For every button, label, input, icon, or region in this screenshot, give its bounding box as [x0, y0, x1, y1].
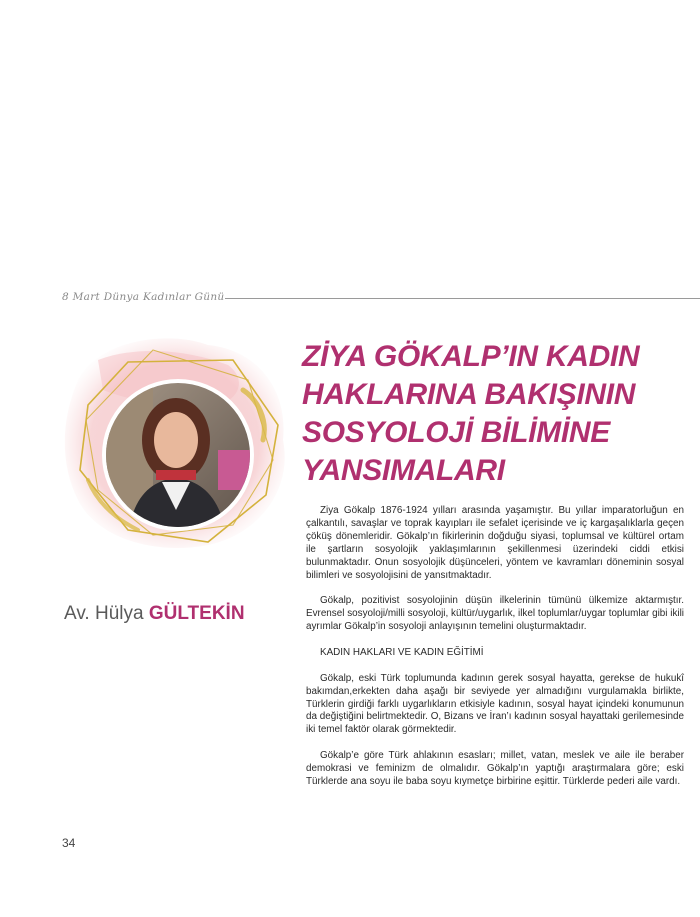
title-line: HAKLARINA BAKIŞININ: [302, 378, 636, 411]
header-rule: [225, 298, 700, 299]
author-portrait: [58, 320, 298, 560]
portrait-illustration: [58, 320, 298, 560]
section-heading: KADIN HAKLARI VE KADIN EĞİTİMİ: [320, 646, 484, 658]
body-paragraph: Gökalp, pozitivist sosyolojinin düşün ilkelerinin tümünü ülkemize aktarmıştır. Evrensel sosyoloji/milli sosyoloji, kültür/uygarlık, ilkel toplumlar/uygar toplumlar gibi ikili ayrımlar Gökalp’in sosyoloji anlayışının temelini oluşturmaktadır.: [306, 595, 684, 633]
title-line: YANSIMALARI: [302, 454, 505, 487]
author-surname: GÜLTEKİN: [148, 603, 245, 624]
section-header-label: 8 Mart Dünya Kadınlar Günü: [62, 291, 225, 303]
title-line: SOSYOLOJİ BİLİMİNE: [302, 416, 610, 449]
body-paragraph: Gökalp, eski Türk toplumunda kadının gerek sosyal hayatta, gerekse de hukukî bakımdan,erkekten daha aşağı bir seviyede yer almadığını vurgulamakla birlikte, Türklerin girdiği farklı uygarlıkların etkisiyle kadının, sosyal hayat içindeki konumunun da değiştiğini belirtmektedir. O, Bizans ve İran’ı kadının sosyal hayattaki gerilemesinde iki temel faktör olarak görmektedir.: [306, 672, 684, 736]
article-body: [306, 505, 684, 802]
body-paragraph: Ziya Gökalp 1876-1924 yılları arasında yaşamıştır. Bu yıllar imparatorluğun en çalkantılı, savaşlar ve toprak kayıpları ile sefalet içerisinde ve iç kargaşalıklarla geçen çöküş dönemleridir. Gökalp’ın fikirlerinin doğduğu siyasi, toplumsal ve kültürel ortam ile şartların sosyolojik yaklaşımlarının şekillenmesi üzerindeki ciddi etkisi bulunmaktadır. Onun sosyolojik düşünceleri, yöntem ve kavramları döneminin sosyal bilimleri ve sosyolojisini de yansıtmaktadır.: [306, 505, 684, 581]
article-title: [302, 338, 692, 490]
body-paragraph: Gökalp’e göre Türk ahlakının esasları; millet, vatan, meslek ve aile ile beraber demokrasi ve feminizm de olmalıdır. Gökalp’ın yaptığı araştırmalara göre; eski Türklerde ana soyu ile baba soyu kıymetçe birbirine eşittir. Türklerde pederi aile vardı.: [306, 750, 684, 787]
title-line: ZİYA GÖKALP’IN KADIN: [302, 340, 640, 373]
page-number: 34: [62, 836, 76, 850]
author-name: [64, 603, 245, 625]
author-prefix: Av. Hülya: [64, 603, 144, 624]
